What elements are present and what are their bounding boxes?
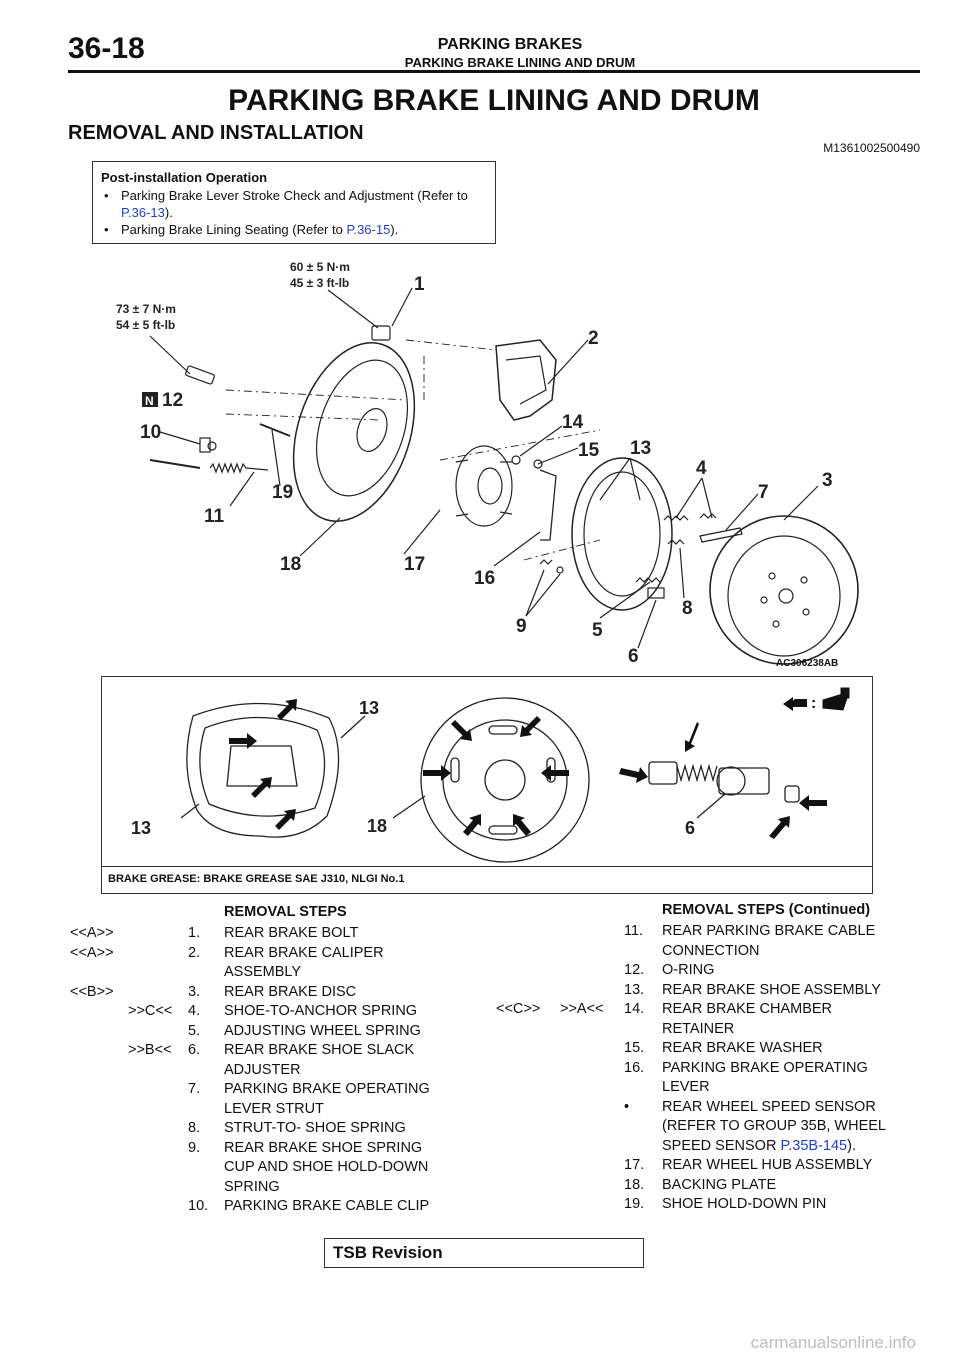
step-text: STRUT-TO- SHOE SPRING xyxy=(224,1120,406,1136)
torque-2-ftlb: 54 ± 5 ft-lb xyxy=(116,318,176,332)
step-text: REAR WHEEL SPEED SENSOR xyxy=(662,1098,876,1115)
grease-label-6: 6 xyxy=(685,818,696,838)
leader-line xyxy=(160,432,200,444)
assembly-line xyxy=(226,414,380,420)
step-text: REAR BRAKE SHOE ASSEMBLY xyxy=(662,981,881,998)
step-mark-pre: <<B>> xyxy=(70,983,114,1000)
step-text: SHOE-TO-ANCHOR SPRING xyxy=(224,1003,418,1019)
step-number: 8. xyxy=(188,1120,201,1136)
label-16: 16 xyxy=(474,568,496,589)
grease-adjuster-nut-drawing xyxy=(785,786,799,802)
step-text: REAR BRAKE DISC xyxy=(224,983,357,1000)
leader-line xyxy=(392,288,412,326)
step-number: 5. xyxy=(188,1022,201,1039)
label-7: 7 xyxy=(758,482,769,503)
item-text-end: ). xyxy=(164,205,173,220)
assembly-line xyxy=(406,340,496,350)
step-text: PARKING BRAKE OPERATING xyxy=(662,1059,868,1076)
leader-line xyxy=(526,574,560,616)
leader-line xyxy=(526,570,544,616)
step-text: ASSEMBLY xyxy=(224,964,302,980)
torque-1-ftlb: 45 ± 3 ft-lb xyxy=(290,276,350,290)
step-number: 17. xyxy=(624,1157,645,1173)
step-mark-post: >>A<< xyxy=(560,1001,604,1017)
step-text: REAR BRAKE WASHER xyxy=(662,1040,823,1056)
retainer-drawing xyxy=(512,456,520,464)
step-number: 1. xyxy=(188,925,201,941)
label-14: 14 xyxy=(562,412,584,433)
leader-line xyxy=(726,494,758,530)
tsb-revision-box: TSB Revision xyxy=(324,1238,644,1268)
leader-line xyxy=(230,472,254,506)
brake-shoe-assembly-drawing xyxy=(572,458,672,610)
assembly-line xyxy=(524,540,600,560)
label-11: 11 xyxy=(204,506,225,527)
step-number: 13. xyxy=(624,981,645,998)
bolt-drawing xyxy=(185,366,215,385)
rear-brake-caliper-drawing xyxy=(496,340,556,420)
step-number: 7. xyxy=(188,1081,201,1097)
assembly-line xyxy=(226,390,406,400)
grease-label-18: 18 xyxy=(367,816,388,836)
o-ring-drawing xyxy=(208,442,216,450)
document-code: M1361002500490 xyxy=(823,141,920,155)
step-number: 16. xyxy=(624,1059,645,1076)
parking-brake-cable-drawing xyxy=(150,460,200,468)
leader-line xyxy=(630,458,640,500)
step-number: 15. xyxy=(624,1040,645,1056)
label-18: 18 xyxy=(280,554,302,575)
step-mark-post: >>C<< xyxy=(128,1003,173,1019)
torque-1-nm: 60 ± 5 N·m xyxy=(290,260,350,274)
page-link-36-15[interactable]: P.36-15 xyxy=(346,222,391,237)
removal-steps-continued-header: REMOVAL STEPS (Continued) xyxy=(662,902,871,918)
label-9: 9 xyxy=(516,616,527,637)
step-number: 4. xyxy=(188,1003,201,1019)
step-text: SPEED SENSOR xyxy=(662,1137,781,1154)
leader-line xyxy=(328,290,378,328)
label-15: 15 xyxy=(578,440,600,461)
leader-line xyxy=(600,582,650,618)
step-text: ADJUSTER xyxy=(224,1061,301,1078)
grease-brake-shoe-drawing xyxy=(187,703,339,837)
page-title: PARKING BRAKE LINING AND DRUM xyxy=(228,84,760,117)
label-6: 6 xyxy=(628,646,639,667)
step-mark-pre: <<A>> xyxy=(70,944,114,961)
label-12: 12 xyxy=(162,390,184,411)
leader-line xyxy=(300,518,340,556)
leader-line xyxy=(784,486,818,520)
grease-specification-note: BRAKE GREASE: BRAKE GREASE SAE J310, NLGI No.1 xyxy=(108,873,405,885)
leader-line xyxy=(538,448,578,464)
backing-plate-drawing xyxy=(272,327,435,537)
removal-steps-header: REMOVAL STEPS xyxy=(224,904,347,920)
step-number: 9. xyxy=(188,1139,201,1156)
leader-line xyxy=(702,478,712,518)
spring-drawing xyxy=(700,514,716,518)
step-text: SPRING xyxy=(224,1178,280,1195)
rear-brake-disc-drawing xyxy=(710,516,858,664)
step-text-with-link xyxy=(662,1137,856,1157)
step-text: (REFER TO GROUP 35B, WHEEL xyxy=(662,1118,886,1134)
strut-spring-drawing xyxy=(668,540,684,544)
step-number: 10. xyxy=(188,1198,209,1214)
figure-code: AC306238AB xyxy=(776,658,839,669)
step-number: • xyxy=(624,1098,630,1115)
grease-label-13-top: 13 xyxy=(359,698,380,718)
step-text: BACKING PLATE xyxy=(662,1176,777,1193)
torque-2-nm: 73 ± 7 N·m xyxy=(116,302,176,316)
leader-line xyxy=(676,478,702,518)
cable-spring-drawing xyxy=(210,464,268,472)
label-8: 8 xyxy=(682,598,693,619)
step-text: REAR BRAKE BOLT xyxy=(224,925,359,941)
step-number: 12. xyxy=(624,962,645,978)
hold-down-pin-drawing xyxy=(260,424,290,436)
step-number: 19. xyxy=(624,1196,645,1212)
label-10: 10 xyxy=(140,422,162,443)
leader-line xyxy=(494,532,540,566)
step-text: REAR WHEEL HUB ASSEMBLY xyxy=(662,1157,873,1173)
label-5: 5 xyxy=(592,620,603,641)
leader-line xyxy=(680,548,684,598)
item-text: Parking Brake Lever Stroke Check and Adjustment (Refer to xyxy=(121,188,468,203)
step-text: REAR BRAKE SHOE SPRING xyxy=(224,1139,423,1156)
grease-divider xyxy=(101,866,873,867)
step-mark-pre: <<A>> xyxy=(70,925,114,941)
header-section: PARKING BRAKES xyxy=(437,36,583,53)
step-text: PARKING BRAKE CABLE CLIP xyxy=(224,1198,430,1214)
step-mark-post: >>B<< xyxy=(128,1042,172,1058)
step-text: ADJUSTING WHEEL SPRING xyxy=(224,1022,421,1039)
step-text: LEVER xyxy=(662,1079,710,1095)
step-text: REAR PARKING BRAKE CABLE xyxy=(662,923,876,939)
step-number: 14. xyxy=(624,1001,645,1017)
rear-brake-bolt-drawing xyxy=(372,326,390,340)
operating-lever-drawing xyxy=(540,470,556,540)
step-text: CONNECTION xyxy=(662,942,760,959)
grease-diagram xyxy=(101,676,873,866)
step-number: 6. xyxy=(188,1042,201,1058)
leader-line xyxy=(638,600,656,648)
label-3: 3 xyxy=(822,470,833,491)
step-text: REAR BRAKE CHAMBER xyxy=(662,1001,833,1017)
step-number: 11. xyxy=(624,923,644,939)
step-text: O-RING xyxy=(662,962,715,978)
step-text: REAR BRAKE CALIPER xyxy=(224,944,384,961)
label-1: 1 xyxy=(414,274,425,295)
item-text: Parking Brake Lining Seating (Refer to xyxy=(121,222,347,237)
label-13: 13 xyxy=(630,438,652,459)
wheel-hub-center xyxy=(478,468,502,504)
leader-line xyxy=(404,510,440,554)
grease-tube-icon xyxy=(823,688,849,710)
new-part-badge-label: N xyxy=(145,394,154,408)
item-text-end: ). xyxy=(390,222,399,237)
step-number: 18. xyxy=(624,1176,645,1193)
step-text: REAR BRAKE SHOE SLACK xyxy=(224,1042,415,1058)
label-19: 19 xyxy=(272,482,294,503)
leader-line xyxy=(272,430,280,486)
page-link-35b-145[interactable]: P.35B-145 xyxy=(780,1137,848,1154)
step-text-end: ). xyxy=(847,1137,856,1154)
grease-label-13-bottom: 13 xyxy=(131,818,152,838)
label-17: 17 xyxy=(404,554,426,575)
watermark: carmanualsonline.info xyxy=(750,1333,916,1352)
lever-strut-drawing xyxy=(700,528,742,542)
caliper-detail xyxy=(506,356,546,404)
section-subtitle: REMOVAL AND INSTALLATION xyxy=(68,122,364,144)
step-text: CUP AND SHOE HOLD-DOWN xyxy=(224,1159,429,1175)
backing-plate-inner xyxy=(300,348,423,507)
step-number: 3. xyxy=(188,983,201,1000)
step-text: LEVER STRUT xyxy=(224,1100,324,1117)
grease-backing-plate-drawing xyxy=(421,698,589,862)
hold-down-spring-drawing xyxy=(540,560,552,564)
page-link-36-13[interactable]: P.36-13 xyxy=(121,205,165,220)
step-text: SHOE HOLD-DOWN PIN xyxy=(662,1196,827,1212)
grease-adjuster-sleeve-drawing xyxy=(719,768,769,794)
page-number: 36-18 xyxy=(68,32,145,65)
backing-plate-hub-hole xyxy=(352,405,392,455)
label-4: 4 xyxy=(696,458,707,479)
leader-line xyxy=(150,336,190,374)
grease-legend-colon: : xyxy=(811,695,817,712)
header-subsection: PARKING BRAKE LINING AND DRUM xyxy=(404,55,636,70)
step-text: RETAINER xyxy=(662,1020,735,1037)
grease-adjuster-screw-drawing xyxy=(649,762,677,784)
label-2: 2 xyxy=(588,328,599,349)
step-text: PARKING BRAKE OPERATING xyxy=(224,1081,430,1097)
post-installation-title: Post-installation Operation xyxy=(101,170,268,185)
step-number: 2. xyxy=(188,944,201,961)
step-mark-pre: <<C>> xyxy=(496,1001,541,1017)
